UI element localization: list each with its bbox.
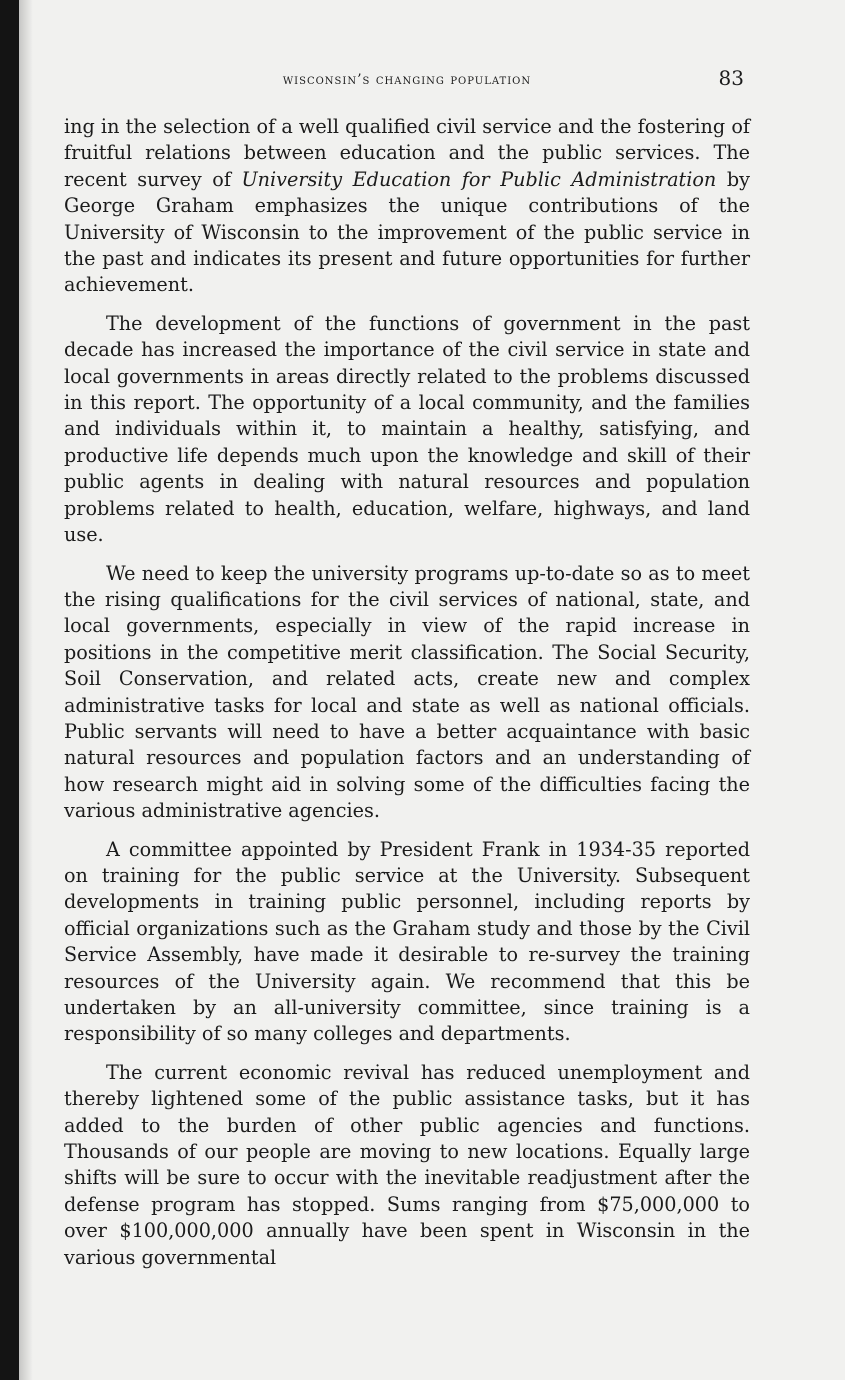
paragraph-3: We need to keep the university programs up-to-date so as to meet the rising qualifications for the civil services of national, state, and local governments, especially in view of the rapid increase in positions in the competitive merit classification. The Social Security, Soil Conservation, and related acts, create new and complex administrative tasks for local and state as well as national officials. Public servants will need to have a better acquaintance with basic natural resources and population factors and an understanding of how research might aid in solving some of the difficulties facing the various administrative agencies.	[64, 561, 750, 823]
book-page	[64, 62, 750, 1283]
binding-shadow	[19, 0, 33, 1380]
paragraph-1-rest: by George Graham emphasizes the unique contributions of the University of Wisconsin to the improvement of the public service in the past and indicates its present and future opportunities for further achievement.	[64, 167, 751, 297]
paragraph-5: The current economic revival has reduced unemployment and thereby lightened some of the public assistance tasks, but it has added to the burden of other public agencies and functions. Thousands of our people are moving to new locations. Equally large shifts will be sure to occur with the inevitable readjustment after the defense program has stopped. Sums ranging from $75,000,000 to over $100,000,000 annually have been spent in Wisconsin in the various governmental	[64, 1060, 750, 1269]
body-text	[64, 114, 750, 1271]
paragraph-1	[64, 114, 750, 299]
paragraph-1-lead: ing in the selection of a well qualified civil service and the fostering of fruitful relations between education and the public services. The recent survey of	[64, 115, 750, 191]
paragraph-2: The development of the functions of government in the past decade has increased the importance of the civil service in state and local governments in areas directly related to the problems discussed in this report. The opportunity of a local community, and the families and individuals within it, to maintain a healthy, satisfying, and productive life depends much upon the knowledge and skill of their public agents in dealing with natural resources and population problems related to health, education, welfare, highways, and land use.	[64, 311, 750, 547]
running-title: wisconsin’s changing population	[282, 72, 532, 88]
book-binding-edge	[0, 0, 19, 1380]
page-number: 83	[718, 66, 744, 90]
running-head	[64, 62, 750, 98]
book-title: University Education for Public Administration	[241, 167, 717, 191]
paragraph-4: A committee appointed by President Frank in 1934-35 reported on training for the public service at the University. Subsequent developments in training public personnel, including reports by official organizations such as the Graham study and those by the Civil Service Assembly, have made it desirable to re-survey the training resources of the University again. We recommend that this be undertaken by an all-university committee, since training is a responsibility of so many colleges and departments.	[64, 837, 750, 1046]
